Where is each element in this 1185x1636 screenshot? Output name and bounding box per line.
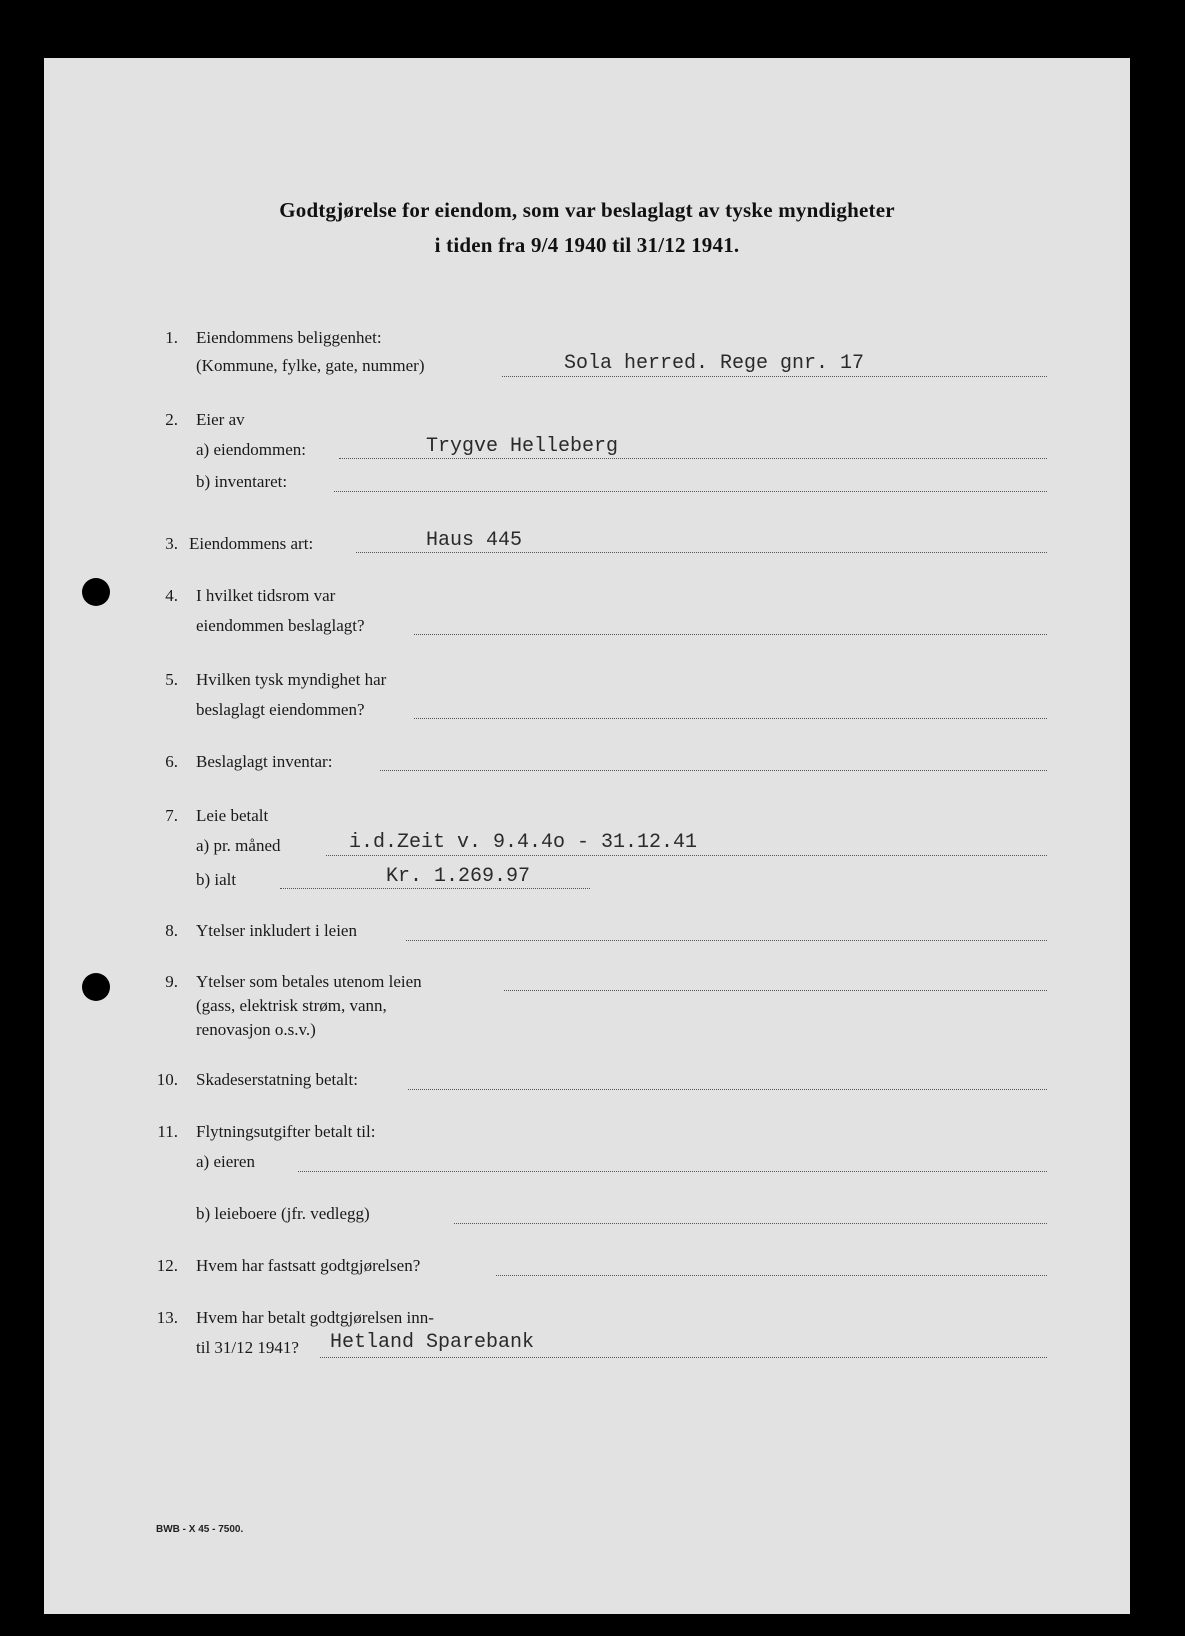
q2b-label: b) inventaret:: [196, 472, 288, 491]
q4-sublabel: eiendommen beslaglagt?: [196, 616, 365, 635]
q9-sublabel-2: renovasjon o.s.v.): [196, 1020, 316, 1039]
item-number: 8.: [165, 921, 178, 940]
q4-answer-line: [414, 634, 1047, 635]
item-number: 12.: [156, 1256, 178, 1275]
q9-sublabel-1: (gass, elektrisk strøm, vann,: [196, 996, 387, 1015]
q9-answer-line: [504, 990, 1047, 991]
q3-answer: Haus 445: [426, 529, 523, 552]
q13-label: Hvem har betalt godtgjørelsen inn-: [196, 1308, 434, 1327]
q13-answer: Hetland Sparebank: [330, 1331, 535, 1354]
q11-label: Flytningsutgifter betalt til:: [196, 1122, 376, 1141]
punch-hole: [82, 578, 110, 606]
q1-sublabel: (Kommune, fylke, gate, nummer): [196, 356, 425, 375]
q13-answer-line: [320, 1357, 1047, 1358]
q7b-answer-line: [280, 888, 590, 889]
q7-label: Leie betalt: [196, 806, 269, 825]
item-number: 4.: [165, 586, 178, 605]
item-number: 6.: [165, 752, 178, 771]
item-number: 11.: [157, 1122, 178, 1141]
q7a-label: a) pr. måned: [196, 836, 281, 855]
q3-label: Eiendommens art:: [189, 534, 314, 553]
q12-label: Hvem har fastsatt godtgjørelsen?: [196, 1256, 421, 1275]
q10-answer-line: [408, 1089, 1047, 1090]
item-number: 7.: [165, 806, 178, 825]
q2b-answer-line: [334, 491, 1047, 492]
item-number: 3.: [165, 534, 178, 553]
q5-label: Hvilken tysk myndighet har: [196, 670, 387, 689]
q1-answer: Sola herred. Rege gnr. 17: [564, 352, 865, 375]
item-number: 9.: [165, 972, 178, 991]
q1-label: Eiendommens beliggenhet:: [196, 328, 382, 347]
q3-answer-line: [356, 552, 1047, 553]
q8-label: Ytelser inkludert i leien: [196, 921, 357, 940]
q1-answer-line: [502, 376, 1047, 377]
q13-sublabel: til 31/12 1941?: [196, 1338, 299, 1357]
item-number: 5.: [165, 670, 178, 689]
q4-label: I hvilket tidsrom var: [196, 586, 336, 605]
print-code: BWB - X 45 - 7500.: [156, 1524, 244, 1535]
q6-label: Beslaglagt inventar:: [196, 752, 333, 771]
item-number: 2.: [165, 410, 178, 429]
q2a-answer: Trygve Helleberg: [426, 435, 619, 458]
q11b-answer-line: [454, 1223, 1047, 1224]
q2-label: Eier av: [196, 410, 245, 429]
q7a-answer: i.d.Zeit v. 9.4.4o - 31.12.41: [349, 831, 698, 854]
q2a-label: a) eiendommen:: [196, 440, 306, 459]
q7b-label: b) ialt: [196, 870, 237, 889]
q9-label: Ytelser som betales utenom leien: [196, 972, 422, 991]
item-number: 1.: [165, 328, 178, 347]
form-title-line1: Godtgjørelse for eiendom, som var beslaglagt av tyske myndigheter: [279, 198, 895, 222]
form-page: [44, 58, 1130, 1614]
form-title-line2: i tiden fra 9/4 1940 til 31/12 1941.: [434, 233, 740, 257]
q5-answer-line: [414, 718, 1047, 719]
q2a-answer-line: [339, 458, 1047, 459]
punch-hole: [82, 973, 110, 1001]
q11b-label: b) leieboere (jfr. vedlegg): [196, 1204, 370, 1223]
q11a-label: a) eieren: [196, 1152, 255, 1171]
q8-answer-line: [406, 940, 1047, 941]
q6-answer-line: [380, 770, 1047, 771]
q7b-answer: Kr. 1.269.97: [386, 865, 531, 888]
q11a-answer-line: [298, 1171, 1047, 1172]
q5-sublabel: beslaglagt eiendommen?: [196, 700, 365, 719]
q7a-answer-line: [326, 855, 1047, 856]
q12-answer-line: [496, 1275, 1047, 1276]
item-number: 10.: [156, 1070, 178, 1089]
item-number: 13.: [156, 1308, 178, 1327]
q10-label: Skadeserstatning betalt:: [196, 1070, 358, 1089]
